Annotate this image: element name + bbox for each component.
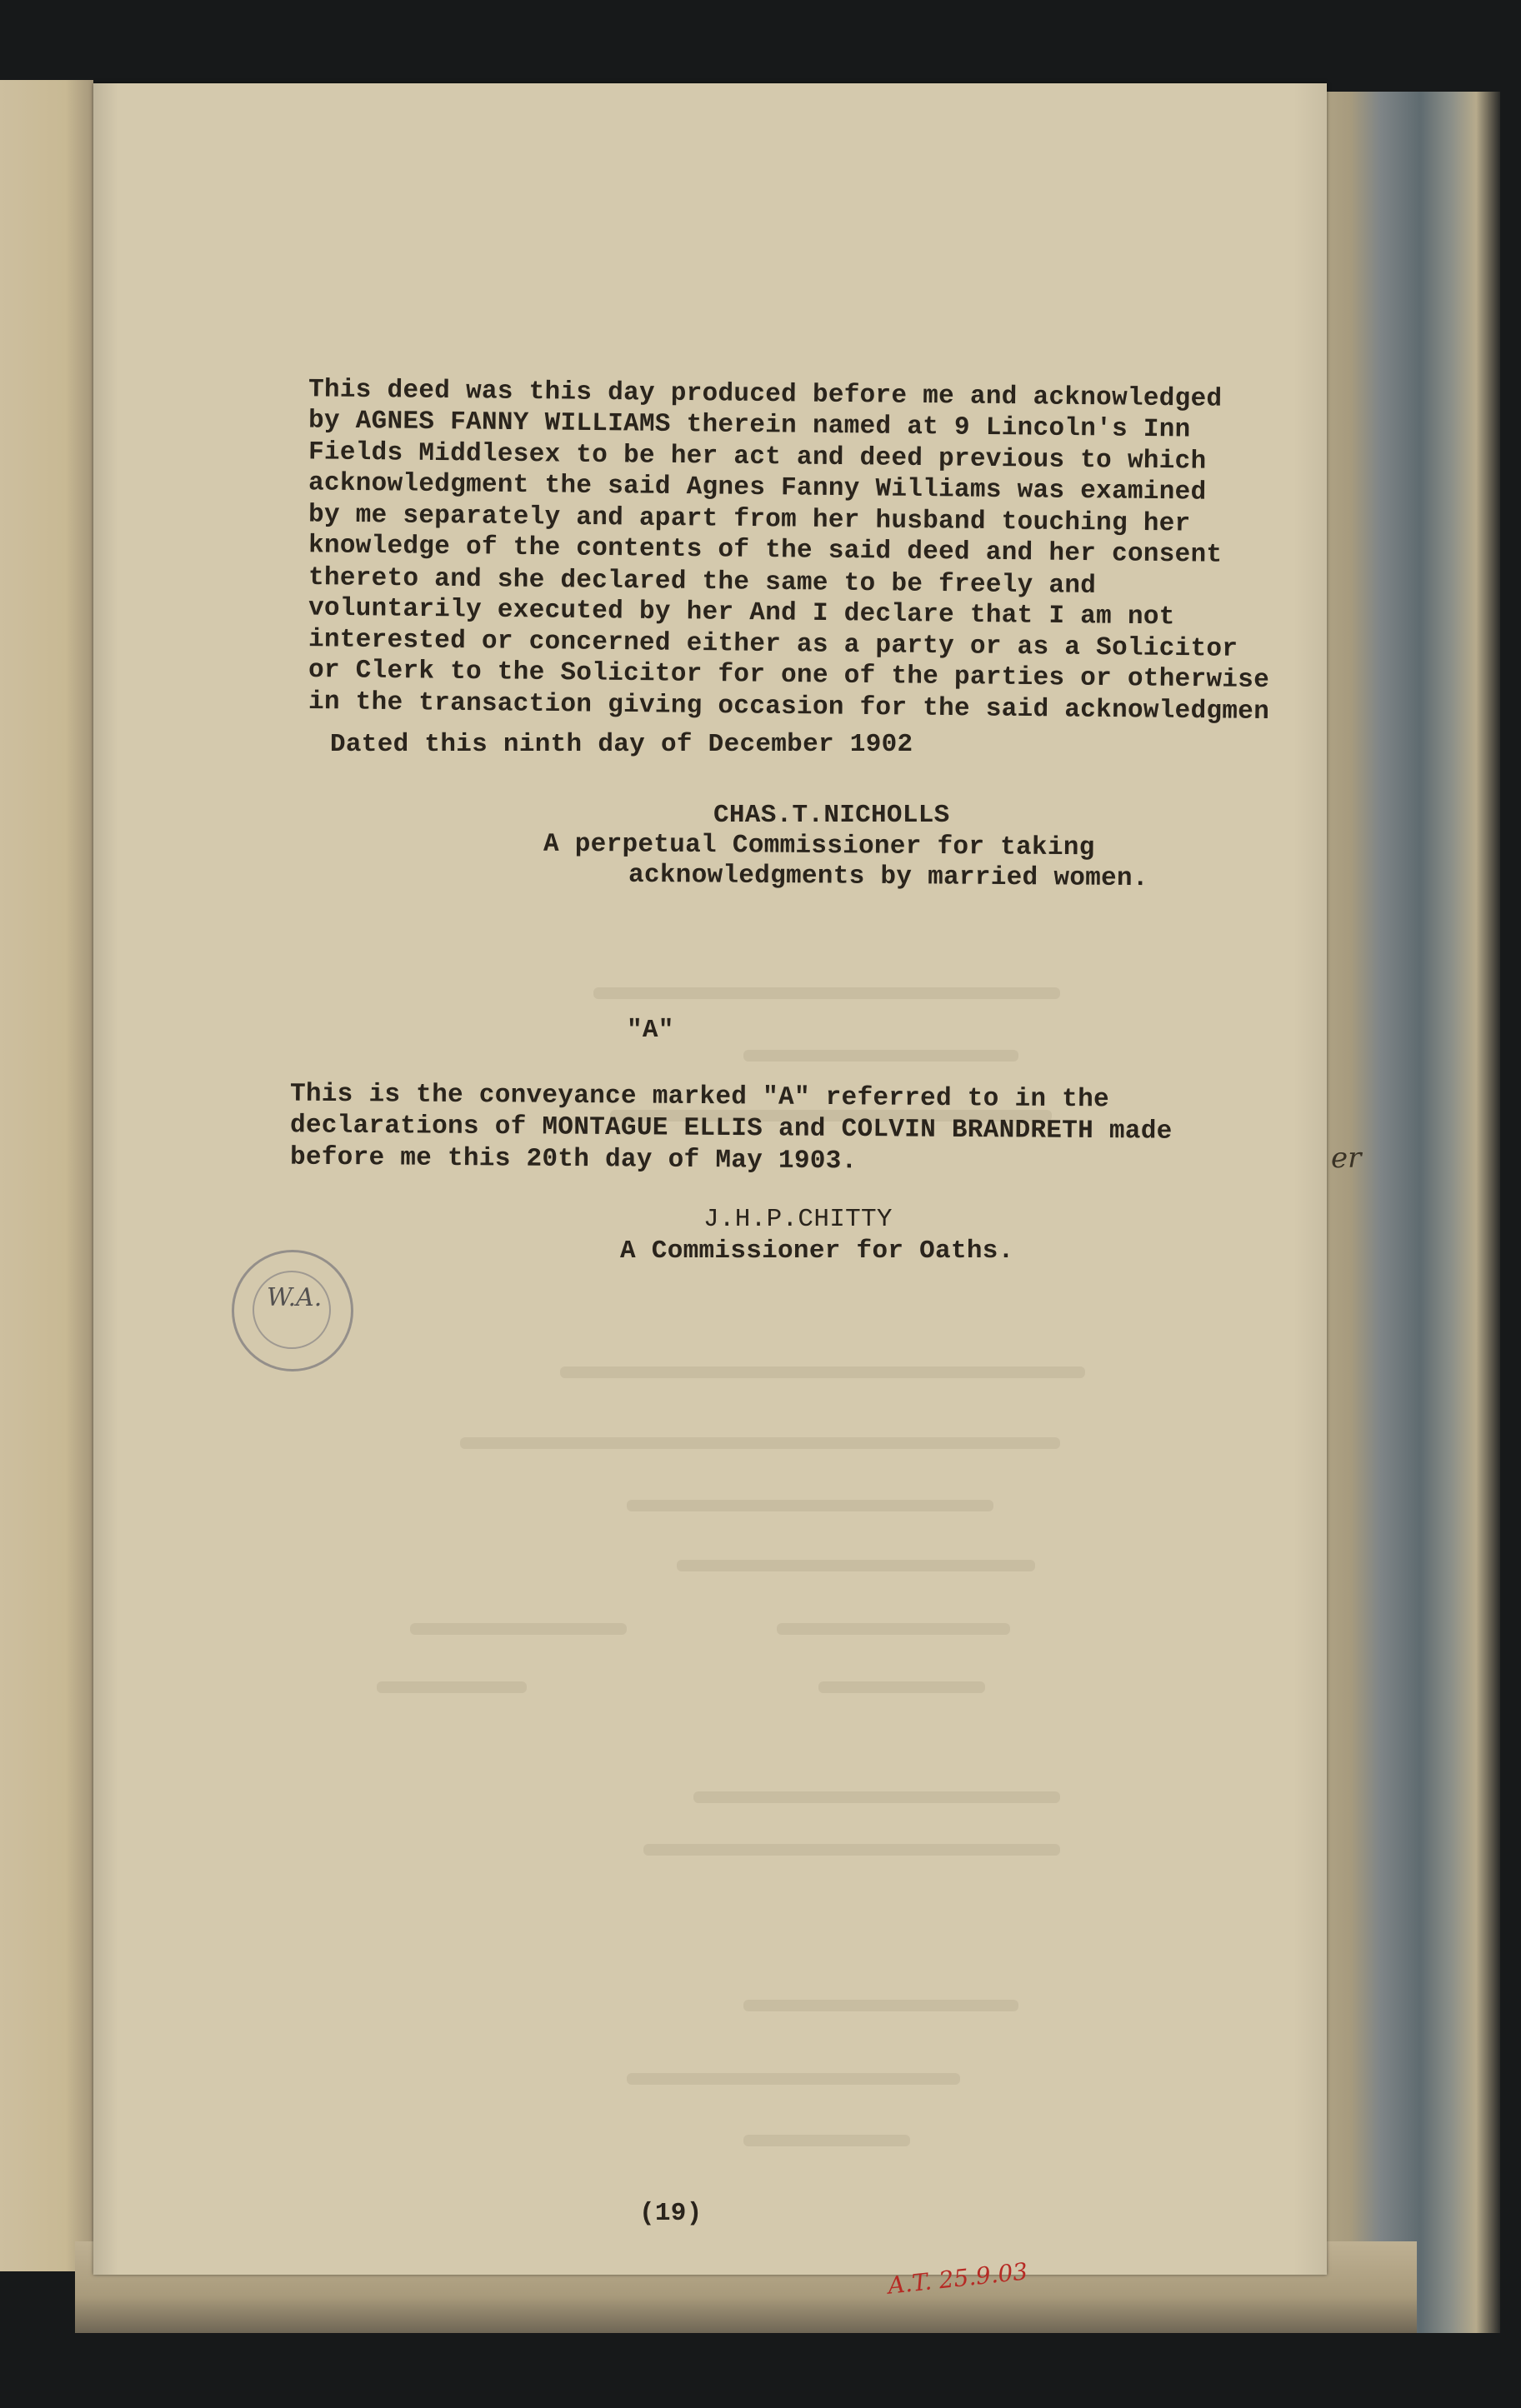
bleed-through — [627, 2073, 960, 2085]
stamp-initials: W.A. — [267, 1283, 323, 1312]
bleed-through — [627, 1500, 993, 1511]
ack-line: acknowledgment the said Agnes Fanny Williams was examined — [308, 468, 1207, 507]
book-binding-edge — [1300, 92, 1500, 2333]
exhibit-line: declarations of MONTAGUE ELLIS and COLVIN BRANDRETH made — [289, 1111, 1173, 1147]
red-ink-note: A.T. 25.9.03 — [886, 2257, 1029, 2300]
page-number: (19) — [639, 2199, 703, 2228]
ack-line: Fields Middlesex to be her act and deed previous to which — [308, 437, 1207, 477]
bleed-through — [743, 2000, 1018, 2011]
bleed-through — [410, 1623, 627, 1635]
bleed-through — [643, 1844, 1060, 1856]
margin-handwritten-mark: er — [1331, 1142, 1362, 1175]
ack-line: by AGNES FANNY WILLIAMS therein named at 9 Lincoln's Inn — [308, 406, 1191, 445]
ack-role-line: acknowledgments by married women. — [628, 860, 1148, 894]
bleed-through — [377, 1681, 527, 1693]
bleed-through — [460, 1437, 1060, 1449]
ack-signatory: CHAS.T.NICHOLLS — [713, 801, 950, 830]
bleed-through — [777, 1623, 1010, 1635]
document-page — [93, 83, 1327, 2275]
bleed-through — [743, 2135, 910, 2146]
ack-line: thereto and she declared the same to be freely and — [308, 563, 1097, 601]
bleed-through — [693, 1791, 1060, 1803]
exhibit-line: before me this 20th day of May 1903. — [289, 1142, 858, 1177]
facing-page-edge — [0, 80, 93, 2271]
exhibit-line: This is the conveyance marked "A" referred to in the — [289, 1079, 1110, 1115]
ack-line: in the transaction giving occasion for the said acknowledgmen — [308, 687, 1270, 727]
ack-date: Dated this ninth day of December 1902 — [330, 730, 913, 759]
bleed-through — [593, 987, 1060, 999]
ack-line: interested or concerned either as a party or as a Solicitor — [308, 625, 1238, 664]
ack-line: or Clerk to the Solicitor for one of the parties or otherwise — [308, 655, 1270, 696]
ack-line: This deed was this day produced before me and acknowledged — [308, 375, 1223, 414]
bleed-through — [560, 1366, 1085, 1378]
ack-line: by me separately and apart from her husband touching her — [308, 500, 1191, 539]
exhibit-role: A Commissioner for Oaths. — [620, 1236, 1014, 1266]
ack-line: voluntarily executed by her And I declare that I am not — [308, 593, 1175, 632]
ack-role-line: A perpetual Commissioner for taking — [543, 829, 1095, 863]
ack-line: knowledge of the contents of the said deed and her consent — [308, 531, 1223, 570]
bleed-through — [818, 1681, 985, 1693]
bleed-through — [677, 1560, 1035, 1571]
exhibit-signatory: J.H.P.CHITTY — [703, 1205, 893, 1234]
exhibit-marker: "A" — [627, 1016, 674, 1045]
bleed-through — [743, 1050, 1018, 1062]
